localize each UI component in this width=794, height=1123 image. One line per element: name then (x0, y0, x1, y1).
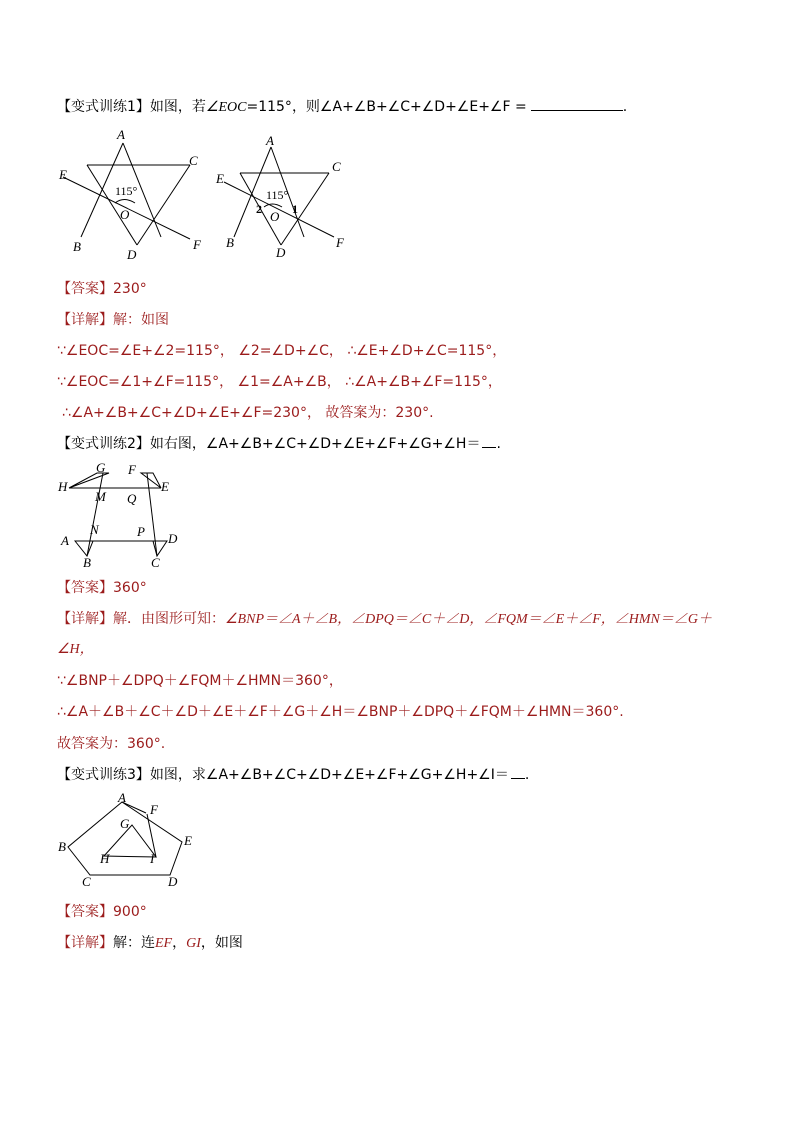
fig2-label-O: O (270, 209, 280, 224)
exercise1-cond-value: =115° (246, 99, 292, 115)
exercise3-answer-value: 900° (113, 904, 147, 920)
exercise1-detail-intro: 解：如图 (113, 312, 169, 328)
exercise1-cond-angle: ∠EOC (205, 100, 247, 115)
exercise3-figure (52, 790, 202, 890)
exercise1-question (57, 97, 627, 117)
fig-ex2-label-E: E (161, 479, 169, 494)
exercise2-detail-intro: 解．由图形可知： (113, 611, 225, 627)
exercise2-question (57, 435, 501, 453)
fig-ex2-label-F: F (128, 462, 136, 477)
exercise2-step-1: ∠BNP＝∠A＋∠B，∠DPQ＝∠C＋∠D，∠FQM＝∠E＋∠F，∠HMN＝∠G＋ (225, 612, 712, 627)
exercise2-answer-value: 360° (113, 580, 147, 596)
exercise1-step-2: ∵∠EOC=∠1+∠F=115°， ∠1=∠A+∠B， ∴∠A+∠B+∠F=115°， (57, 374, 502, 390)
fig-ex3-label-C: C (82, 874, 91, 889)
fig-ex2-label-N: N (90, 522, 99, 537)
exercise1-answer-value: 230° (113, 281, 147, 297)
fig2-angle-label: 115° (266, 188, 289, 202)
exercise3-detail-seg1: EF (155, 936, 173, 951)
fig2-label-D: D (276, 245, 286, 260)
exercise1-figure-2 (212, 133, 362, 263)
fig1-label-A: A (117, 127, 125, 142)
exercise1-step-3: ∴∠A+∠B+∠C+∠D+∠E+∠F=230°， 故答案为：230°. (62, 405, 434, 421)
exercise1-step-1: ∵∠EOC=∠E+∠2=115°， ∠2=∠D+∠C， ∴∠E+∠D+∠C=115°， (57, 343, 507, 359)
exercise3-answer-blank (511, 766, 525, 779)
fig2-label-B: B (226, 235, 234, 250)
fig-ex3-label-I: I (150, 851, 155, 866)
exercise2-answer-tag: 【答案】 (57, 580, 113, 596)
exercise1-tail: ，则∠A+∠B+∠C+∠D+∠E+∠F = (291, 99, 527, 115)
exercise1-period: . (622, 99, 628, 115)
fig2-label-F: F (336, 235, 344, 250)
exercise1-answer-blank (531, 97, 623, 111)
exercise2-period: . (496, 436, 501, 452)
fig-ex2-label-B: B (83, 555, 91, 570)
fig-ex2-label-H: H (58, 479, 68, 494)
fig-ex2-label-G: G (96, 460, 106, 475)
exercise3-detail-tail: ，如图 (200, 935, 243, 951)
exercise3-answer-tag: 【答案】 (57, 904, 113, 920)
exercise1-figure-1 (57, 125, 217, 265)
fig-ex3-label-G: G (120, 816, 130, 831)
exercise2-detail-tag: 【详解】 (57, 611, 113, 627)
fig-ex3-label-A: A (118, 790, 126, 805)
fig1-label-C: C (189, 153, 198, 168)
fig-ex2-label-A: A (61, 533, 69, 548)
fig-ex2-label-D: D (168, 531, 178, 546)
exercise3-period: . (524, 767, 530, 783)
fig2-angle-1: 1 (292, 202, 298, 216)
exercise2-step-1b: ∠H， (57, 642, 94, 657)
exercise1-answer (57, 280, 147, 298)
exercise2-answer-blank (482, 435, 496, 448)
exercise3-question (57, 766, 529, 784)
exercise3-head: 【变式训练3】如图，求∠A+∠B+∠C+∠D+∠E+∠F+∠G+∠H+∠I＝ (57, 767, 509, 783)
exercise2-answer (57, 579, 147, 597)
fig-ex3-label-F: F (150, 802, 158, 817)
fig-ex3-label-E: E (184, 833, 192, 848)
exercise1-detail-tag: 【详解】 (57, 312, 113, 328)
exercise3-detail-sep: ， (172, 935, 187, 951)
fig-ex2-label-C: C (151, 555, 160, 570)
exercise3-detail-tag: 【详解】 (57, 935, 113, 951)
fig-ex3-label-D: D (168, 874, 178, 889)
fig1-label-D: D (127, 247, 137, 262)
exercise3-detail-intro: 解：连 (113, 935, 155, 951)
fig1-label-F: F (193, 237, 201, 252)
fig2-label-A: A (266, 133, 274, 148)
fig-ex2-label-Q: Q (127, 491, 137, 506)
exercise3-detail-seg2: GI (186, 936, 201, 951)
exercise3-answer (57, 903, 147, 921)
exercise2-conclusion: 故答案为：360°. (57, 736, 166, 752)
fig-ex2-label-M: M (95, 489, 106, 504)
exercise1-detail (57, 311, 169, 329)
fig2-label-E: E (216, 171, 224, 186)
fig2-angle-2: 2 (256, 202, 262, 216)
fig2-label-C: C (332, 159, 341, 174)
fig1-label-O: O (120, 207, 130, 222)
fig1-label-B: B (73, 239, 81, 254)
exercise2-detail (57, 610, 712, 629)
exercise1-head: 【变式训练1】如图，若 (57, 99, 206, 115)
fig-ex3-label-H: H (100, 851, 110, 866)
fig-ex3-label-B: B (58, 839, 66, 854)
exercise1-answer-tag: 【答案】 (57, 281, 113, 297)
exercise3-detail (57, 934, 243, 953)
fig1-label-E: E (59, 167, 67, 182)
fig1-angle-label: 115° (115, 184, 138, 198)
fig-ex2-label-P: P (137, 524, 145, 539)
exercise2-head: 【变式训练2】如右图，∠A+∠B+∠C+∠D+∠E+∠F+∠G+∠H＝ (57, 436, 481, 452)
exercise2-step-2: ∵∠BNP＋∠DPQ＋∠FQM＋∠HMN＝360°， (57, 673, 343, 689)
exercise2-figure (57, 460, 197, 572)
exercise2-step-3: ∴∠A＋∠B＋∠C＋∠D＋∠E＋∠F＋∠G＋∠H＝∠BNP＋∠DPQ＋∠FQM＋∠HMN＝360°. (57, 704, 624, 720)
